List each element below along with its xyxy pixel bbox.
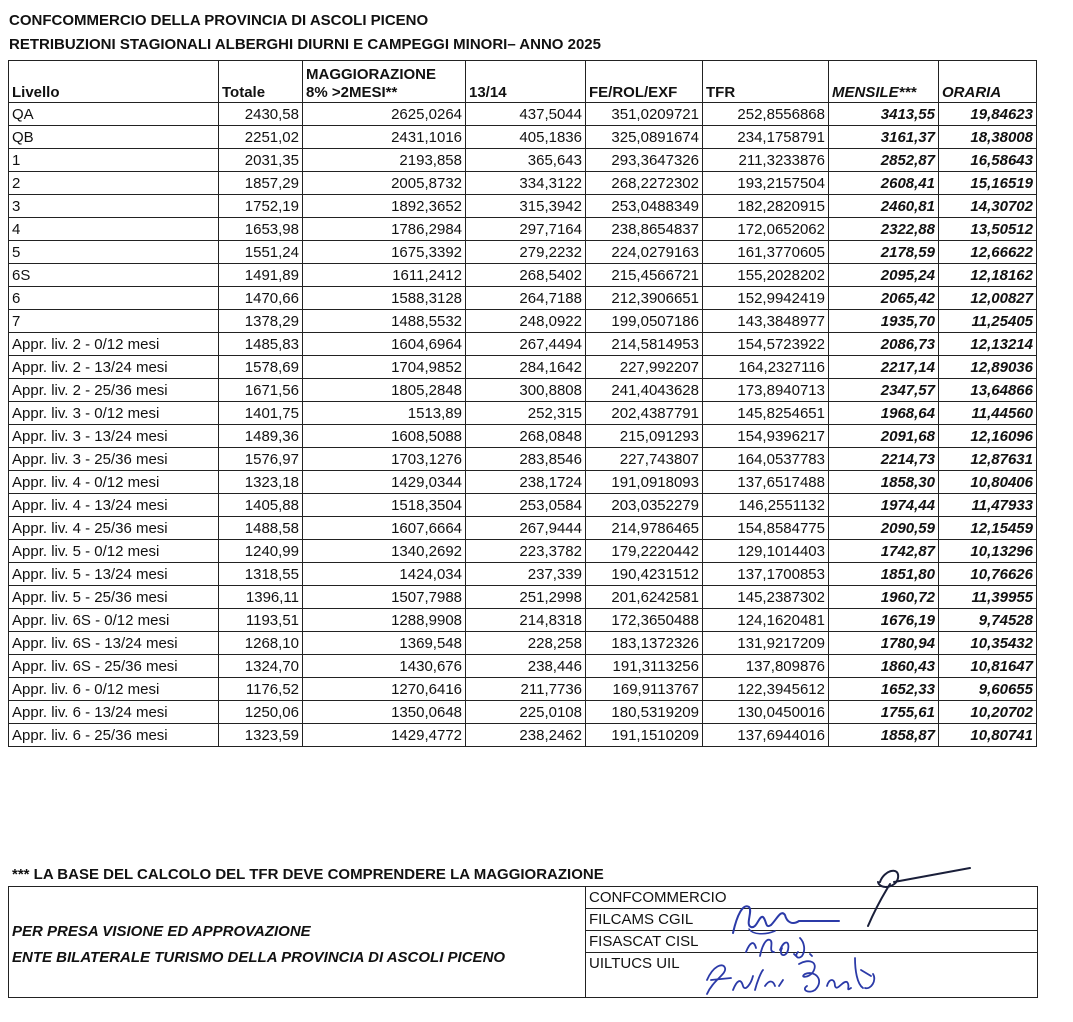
cell-totale: 1491,89 xyxy=(219,264,303,287)
cell-oraria: 12,89036 xyxy=(939,356,1037,379)
cell-totale: 1485,83 xyxy=(219,333,303,356)
table-row xyxy=(9,701,1037,724)
cell-maggiorazione: 2625,0264 xyxy=(303,103,466,126)
cell-maggiorazione: 1611,2412 xyxy=(303,264,466,287)
cell-mensile: 2178,59 xyxy=(829,241,939,264)
cell-totale: 1857,29 xyxy=(219,172,303,195)
table-row xyxy=(9,333,1037,356)
cell-fe-rol-exf: 215,091293 xyxy=(586,425,703,448)
cell-mensile: 1968,64 xyxy=(829,402,939,425)
cell-totale: 1268,10 xyxy=(219,632,303,655)
table-row xyxy=(9,678,1037,701)
cell-fe-rol-exf: 325,0891674 xyxy=(586,126,703,149)
cell-livello: QB xyxy=(9,126,219,149)
cell-maggiorazione: 1607,6664 xyxy=(303,517,466,540)
cell-13-14: 211,7736 xyxy=(466,678,586,701)
cell-livello: Appr. liv. 2 - 25/36 mesi xyxy=(9,379,219,402)
cell-oraria: 14,30702 xyxy=(939,195,1037,218)
cell-mensile: 2460,81 xyxy=(829,195,939,218)
cell-totale: 1489,36 xyxy=(219,425,303,448)
col-header-mensile: MENSILE*** xyxy=(829,61,939,103)
tfr-note: *** LA BASE DEL CALCOLO DEL TFR DEVE COMPRENDERE LA MAGGIORAZIONE xyxy=(12,866,604,883)
cell-tfr: 164,0537783 xyxy=(703,448,829,471)
cell-tfr: 154,9396217 xyxy=(703,425,829,448)
cell-fe-rol-exf: 351,0209721 xyxy=(586,103,703,126)
cell-totale: 1470,66 xyxy=(219,287,303,310)
cell-tfr: 137,6944016 xyxy=(703,724,829,747)
cell-fe-rol-exf: 253,0488349 xyxy=(586,195,703,218)
table-row xyxy=(9,149,1037,172)
cell-totale: 1488,58 xyxy=(219,517,303,540)
cell-livello: Appr. liv. 3 - 0/12 mesi xyxy=(9,402,219,425)
cell-tfr: 131,9217209 xyxy=(703,632,829,655)
cell-maggiorazione: 2005,8732 xyxy=(303,172,466,195)
cell-livello: Appr. liv. 5 - 25/36 mesi xyxy=(9,586,219,609)
table-row xyxy=(9,103,1037,126)
cell-fe-rol-exf: 238,8654837 xyxy=(586,218,703,241)
cell-livello: QA xyxy=(9,103,219,126)
cell-totale: 1578,69 xyxy=(219,356,303,379)
cell-13-14: 268,5402 xyxy=(466,264,586,287)
cell-13-14: 251,2998 xyxy=(466,586,586,609)
cell-fe-rol-exf: 183,1372326 xyxy=(586,632,703,655)
cell-totale: 1176,52 xyxy=(219,678,303,701)
cell-totale: 1378,29 xyxy=(219,310,303,333)
table-row xyxy=(9,402,1037,425)
cell-totale: 1551,24 xyxy=(219,241,303,264)
cell-livello: Appr. liv. 2 - 13/24 mesi xyxy=(9,356,219,379)
cell-13-14: 238,2462 xyxy=(466,724,586,747)
document-subtitle: RETRIBUZIONI STAGIONALI ALBERGHI DIURNI E CAMPEGGI MINORI– ANNO 2025 xyxy=(9,36,601,53)
cell-13-14: 283,8546 xyxy=(466,448,586,471)
cell-tfr: 130,0450016 xyxy=(703,701,829,724)
cell-livello: Appr. liv. 5 - 0/12 mesi xyxy=(9,540,219,563)
cell-mensile: 2214,73 xyxy=(829,448,939,471)
cell-tfr: 137,1700853 xyxy=(703,563,829,586)
cell-totale: 1576,97 xyxy=(219,448,303,471)
cell-tfr: 137,809876 xyxy=(703,655,829,678)
cell-fe-rol-exf: 268,2272302 xyxy=(586,172,703,195)
cell-totale: 1323,18 xyxy=(219,471,303,494)
cell-fe-rol-exf: 202,4387791 xyxy=(586,402,703,425)
document-title: CONFCOMMERCIO DELLA PROVINCIA DI ASCOLI PICENO xyxy=(9,12,429,29)
cell-livello: Appr. liv. 6S - 25/36 mesi xyxy=(9,655,219,678)
cell-oraria: 11,25405 xyxy=(939,310,1037,333)
approval-text-area xyxy=(9,887,585,997)
cell-mensile: 2086,73 xyxy=(829,333,939,356)
cell-maggiorazione: 1488,5532 xyxy=(303,310,466,333)
cell-mensile: 2090,59 xyxy=(829,517,939,540)
cell-mensile: 2217,14 xyxy=(829,356,939,379)
cell-mensile: 1858,30 xyxy=(829,471,939,494)
cell-fe-rol-exf: 191,1510209 xyxy=(586,724,703,747)
cell-fe-rol-exf: 191,3113256 xyxy=(586,655,703,678)
cell-mensile: 2095,24 xyxy=(829,264,939,287)
org-uiltucs-uil: UILTUCS UIL xyxy=(589,955,680,972)
cell-fe-rol-exf: 201,6242581 xyxy=(586,586,703,609)
col-header-livello: Livello xyxy=(9,61,219,103)
cell-livello: Appr. liv. 6 - 13/24 mesi xyxy=(9,701,219,724)
col-header-tfr: TFR xyxy=(703,61,829,103)
table-row xyxy=(9,241,1037,264)
col-header-totale: Totale xyxy=(219,61,303,103)
cell-oraria: 11,44560 xyxy=(939,402,1037,425)
cell-oraria: 12,87631 xyxy=(939,448,1037,471)
cell-fe-rol-exf: 241,4043628 xyxy=(586,379,703,402)
cell-totale: 1671,56 xyxy=(219,379,303,402)
cell-totale: 1323,59 xyxy=(219,724,303,747)
approval-line-2: ENTE BILATERALE TURISMO DELLA PROVINCIA DI ASCOLI PICENO xyxy=(12,949,506,966)
cell-tfr: 122,3945612 xyxy=(703,678,829,701)
org-confcommercio: CONFCOMMERCIO xyxy=(586,887,1038,909)
cell-livello: 2 xyxy=(9,172,219,195)
cell-13-14: 237,339 xyxy=(466,563,586,586)
table-row xyxy=(9,195,1037,218)
cell-maggiorazione: 1786,2984 xyxy=(303,218,466,241)
col-header-maggiorazione-line1: MAGGIORAZIONE xyxy=(306,66,436,83)
cell-maggiorazione: 1340,2692 xyxy=(303,540,466,563)
cell-maggiorazione: 1369,548 xyxy=(303,632,466,655)
cell-maggiorazione: 1429,0344 xyxy=(303,471,466,494)
cell-13-14: 223,3782 xyxy=(466,540,586,563)
cell-mensile: 2091,68 xyxy=(829,425,939,448)
table-row xyxy=(9,471,1037,494)
table-row xyxy=(9,425,1037,448)
cell-fe-rol-exf: 214,5814953 xyxy=(586,333,703,356)
cell-oraria: 18,38008 xyxy=(939,126,1037,149)
cell-totale: 1405,88 xyxy=(219,494,303,517)
cell-tfr: 234,1758791 xyxy=(703,126,829,149)
cell-livello: 6 xyxy=(9,287,219,310)
cell-livello: 3 xyxy=(9,195,219,218)
cell-13-14: 267,4494 xyxy=(466,333,586,356)
cell-tfr: 129,1014403 xyxy=(703,540,829,563)
cell-totale: 1193,51 xyxy=(219,609,303,632)
cell-fe-rol-exf: 199,0507186 xyxy=(586,310,703,333)
cell-13-14: 238,446 xyxy=(466,655,586,678)
cell-13-14: 297,7164 xyxy=(466,218,586,241)
cell-mensile: 2065,42 xyxy=(829,287,939,310)
salary-table xyxy=(8,60,1037,747)
cell-mensile: 1652,33 xyxy=(829,678,939,701)
table-row xyxy=(9,540,1037,563)
cell-fe-rol-exf: 227,743807 xyxy=(586,448,703,471)
cell-13-14: 214,8318 xyxy=(466,609,586,632)
cell-mensile: 3413,55 xyxy=(829,103,939,126)
approval-box xyxy=(8,886,1038,998)
table-row xyxy=(9,609,1037,632)
cell-mensile: 1860,43 xyxy=(829,655,939,678)
cell-fe-rol-exf: 190,4231512 xyxy=(586,563,703,586)
cell-maggiorazione: 1507,7988 xyxy=(303,586,466,609)
cell-13-14: 264,7188 xyxy=(466,287,586,310)
cell-mensile: 1851,80 xyxy=(829,563,939,586)
col-header-maggiorazione xyxy=(303,61,466,103)
table-row xyxy=(9,632,1037,655)
cell-oraria: 12,18162 xyxy=(939,264,1037,287)
cell-livello: Appr. liv. 6 - 0/12 mesi xyxy=(9,678,219,701)
cell-mensile: 2852,87 xyxy=(829,149,939,172)
cell-mensile: 2322,88 xyxy=(829,218,939,241)
cell-maggiorazione: 1350,0648 xyxy=(303,701,466,724)
cell-tfr: 145,8254651 xyxy=(703,402,829,425)
cell-13-14: 253,0584 xyxy=(466,494,586,517)
cell-13-14: 228,258 xyxy=(466,632,586,655)
cell-oraria: 10,76626 xyxy=(939,563,1037,586)
cell-totale: 1240,99 xyxy=(219,540,303,563)
table-row xyxy=(9,517,1037,540)
cell-mensile: 1935,70 xyxy=(829,310,939,333)
cell-13-14: 284,1642 xyxy=(466,356,586,379)
cell-tfr: 124,1620481 xyxy=(703,609,829,632)
col-header-fe-rol-exf: FE/ROL/EXF xyxy=(586,61,703,103)
cell-oraria: 16,58643 xyxy=(939,149,1037,172)
cell-mensile: 2608,41 xyxy=(829,172,939,195)
col-header-oraria: ORARIA xyxy=(939,61,1037,103)
cell-13-14: 225,0108 xyxy=(466,701,586,724)
cell-tfr: 155,2028202 xyxy=(703,264,829,287)
cell-mensile: 1780,94 xyxy=(829,632,939,655)
cell-tfr: 143,3848977 xyxy=(703,310,829,333)
cell-oraria: 12,00827 xyxy=(939,287,1037,310)
table-header-row xyxy=(9,61,1037,103)
cell-fe-rol-exf: 214,9786465 xyxy=(586,517,703,540)
cell-totale: 1324,70 xyxy=(219,655,303,678)
cell-totale: 1752,19 xyxy=(219,195,303,218)
cell-maggiorazione: 1518,3504 xyxy=(303,494,466,517)
cell-oraria: 13,64866 xyxy=(939,379,1037,402)
cell-13-14: 238,1724 xyxy=(466,471,586,494)
table-row xyxy=(9,563,1037,586)
cell-tfr: 252,8556868 xyxy=(703,103,829,126)
col-header-13-14: 13/14 xyxy=(466,61,586,103)
cell-livello: 1 xyxy=(9,149,219,172)
table-row xyxy=(9,310,1037,333)
table-row xyxy=(9,126,1037,149)
table-row xyxy=(9,264,1037,287)
cell-livello: Appr. liv. 4 - 25/36 mesi xyxy=(9,517,219,540)
cell-livello: 5 xyxy=(9,241,219,264)
org-filcams-cgil: FILCAMS CGIL xyxy=(586,909,1038,931)
cell-13-14: 315,3942 xyxy=(466,195,586,218)
cell-13-14: 268,0848 xyxy=(466,425,586,448)
cell-13-14: 267,9444 xyxy=(466,517,586,540)
cell-tfr: 164,2327116 xyxy=(703,356,829,379)
cell-livello: Appr. liv. 6S - 13/24 mesi xyxy=(9,632,219,655)
cell-mensile: 1960,72 xyxy=(829,586,939,609)
cell-maggiorazione: 1288,9908 xyxy=(303,609,466,632)
cell-mensile: 1858,87 xyxy=(829,724,939,747)
cell-maggiorazione: 1704,9852 xyxy=(303,356,466,379)
cell-tfr: 154,5723922 xyxy=(703,333,829,356)
table-row xyxy=(9,172,1037,195)
table-row xyxy=(9,218,1037,241)
cell-oraria: 10,35432 xyxy=(939,632,1037,655)
cell-maggiorazione: 2193,858 xyxy=(303,149,466,172)
table-row xyxy=(9,494,1037,517)
col-header-maggiorazione-line2: 8% >2MESI** xyxy=(306,84,398,101)
cell-tfr: 172,0652062 xyxy=(703,218,829,241)
cell-livello: Appr. liv. 4 - 13/24 mesi xyxy=(9,494,219,517)
cell-oraria: 13,50512 xyxy=(939,218,1037,241)
cell-13-14: 300,8808 xyxy=(466,379,586,402)
cell-livello: Appr. liv. 3 - 25/36 mesi xyxy=(9,448,219,471)
cell-totale: 1396,11 xyxy=(219,586,303,609)
cell-fe-rol-exf: 215,4566721 xyxy=(586,264,703,287)
cell-tfr: 137,6517488 xyxy=(703,471,829,494)
cell-13-14: 405,1836 xyxy=(466,126,586,149)
cell-tfr: 154,8584775 xyxy=(703,517,829,540)
cell-maggiorazione: 1588,3128 xyxy=(303,287,466,310)
cell-oraria: 10,80741 xyxy=(939,724,1037,747)
org-fisascat-cisl: FISASCAT CISL xyxy=(586,931,1038,953)
cell-tfr: 145,2387302 xyxy=(703,586,829,609)
cell-maggiorazione: 1424,034 xyxy=(303,563,466,586)
cell-oraria: 12,13214 xyxy=(939,333,1037,356)
cell-livello: 4 xyxy=(9,218,219,241)
cell-oraria: 15,16519 xyxy=(939,172,1037,195)
cell-mensile: 1676,19 xyxy=(829,609,939,632)
cell-oraria: 12,15459 xyxy=(939,517,1037,540)
cell-fe-rol-exf: 172,3650488 xyxy=(586,609,703,632)
cell-mensile: 1974,44 xyxy=(829,494,939,517)
cell-tfr: 173,8940713 xyxy=(703,379,829,402)
cell-livello: 7 xyxy=(9,310,219,333)
cell-tfr: 146,2551132 xyxy=(703,494,829,517)
cell-maggiorazione: 1270,6416 xyxy=(303,678,466,701)
cell-fe-rol-exf: 191,0918093 xyxy=(586,471,703,494)
cell-maggiorazione: 1513,89 xyxy=(303,402,466,425)
cell-mensile: 1755,61 xyxy=(829,701,939,724)
table-body xyxy=(9,61,1037,747)
cell-tfr: 152,9942419 xyxy=(703,287,829,310)
cell-tfr: 193,2157504 xyxy=(703,172,829,195)
cell-totale: 2430,58 xyxy=(219,103,303,126)
cell-maggiorazione: 1429,4772 xyxy=(303,724,466,747)
cell-maggiorazione: 1430,676 xyxy=(303,655,466,678)
table-row xyxy=(9,448,1037,471)
cell-fe-rol-exf: 212,3906651 xyxy=(586,287,703,310)
cell-totale: 2251,02 xyxy=(219,126,303,149)
cell-livello: 6S xyxy=(9,264,219,287)
cell-13-14: 252,315 xyxy=(466,402,586,425)
cell-maggiorazione: 1703,1276 xyxy=(303,448,466,471)
cell-13-14: 334,3122 xyxy=(466,172,586,195)
cell-oraria: 11,47933 xyxy=(939,494,1037,517)
cell-13-14: 279,2232 xyxy=(466,241,586,264)
approval-line-1: PER PRESA VISIONE ED APPROVAZIONE xyxy=(12,923,311,940)
cell-totale: 1653,98 xyxy=(219,218,303,241)
cell-totale: 1318,55 xyxy=(219,563,303,586)
cell-oraria: 10,80406 xyxy=(939,471,1037,494)
cell-oraria: 9,74528 xyxy=(939,609,1037,632)
cell-mensile: 1742,87 xyxy=(829,540,939,563)
cell-oraria: 10,20702 xyxy=(939,701,1037,724)
cell-maggiorazione: 1892,3652 xyxy=(303,195,466,218)
table-row xyxy=(9,356,1037,379)
cell-fe-rol-exf: 179,2220442 xyxy=(586,540,703,563)
cell-tfr: 161,3770605 xyxy=(703,241,829,264)
cell-fe-rol-exf: 169,9113767 xyxy=(586,678,703,701)
cell-13-14: 437,5044 xyxy=(466,103,586,126)
cell-mensile: 3161,37 xyxy=(829,126,939,149)
cell-livello: Appr. liv. 3 - 13/24 mesi xyxy=(9,425,219,448)
cell-livello: Appr. liv. 5 - 13/24 mesi xyxy=(9,563,219,586)
cell-oraria: 10,81647 xyxy=(939,655,1037,678)
cell-oraria: 9,60655 xyxy=(939,678,1037,701)
cell-livello: Appr. liv. 4 - 0/12 mesi xyxy=(9,471,219,494)
cell-mensile: 2347,57 xyxy=(829,379,939,402)
cell-fe-rol-exf: 203,0352279 xyxy=(586,494,703,517)
cell-maggiorazione: 1805,2848 xyxy=(303,379,466,402)
cell-fe-rol-exf: 180,5319209 xyxy=(586,701,703,724)
cell-oraria: 12,16096 xyxy=(939,425,1037,448)
cell-13-14: 248,0922 xyxy=(466,310,586,333)
cell-maggiorazione: 1675,3392 xyxy=(303,241,466,264)
cell-livello: Appr. liv. 6S - 0/12 mesi xyxy=(9,609,219,632)
table-row xyxy=(9,287,1037,310)
cell-tfr: 211,3233876 xyxy=(703,149,829,172)
table-row xyxy=(9,655,1037,678)
cell-fe-rol-exf: 224,0279163 xyxy=(586,241,703,264)
cell-maggiorazione: 2431,1016 xyxy=(303,126,466,149)
cell-oraria: 10,13296 xyxy=(939,540,1037,563)
cell-maggiorazione: 1604,6964 xyxy=(303,333,466,356)
cell-tfr: 182,2820915 xyxy=(703,195,829,218)
cell-totale: 1250,06 xyxy=(219,701,303,724)
cell-livello: Appr. liv. 6 - 25/36 mesi xyxy=(9,724,219,747)
cell-maggiorazione: 1608,5088 xyxy=(303,425,466,448)
table-row xyxy=(9,586,1037,609)
cell-totale: 1401,75 xyxy=(219,402,303,425)
cell-oraria: 12,66622 xyxy=(939,241,1037,264)
table-row xyxy=(9,379,1037,402)
cell-fe-rol-exf: 227,992207 xyxy=(586,356,703,379)
cell-fe-rol-exf: 293,3647326 xyxy=(586,149,703,172)
cell-13-14: 365,643 xyxy=(466,149,586,172)
cell-totale: 2031,35 xyxy=(219,149,303,172)
cell-oraria: 19,84623 xyxy=(939,103,1037,126)
cell-oraria: 11,39955 xyxy=(939,586,1037,609)
cell-livello: Appr. liv. 2 - 0/12 mesi xyxy=(9,333,219,356)
table-row xyxy=(9,724,1037,747)
